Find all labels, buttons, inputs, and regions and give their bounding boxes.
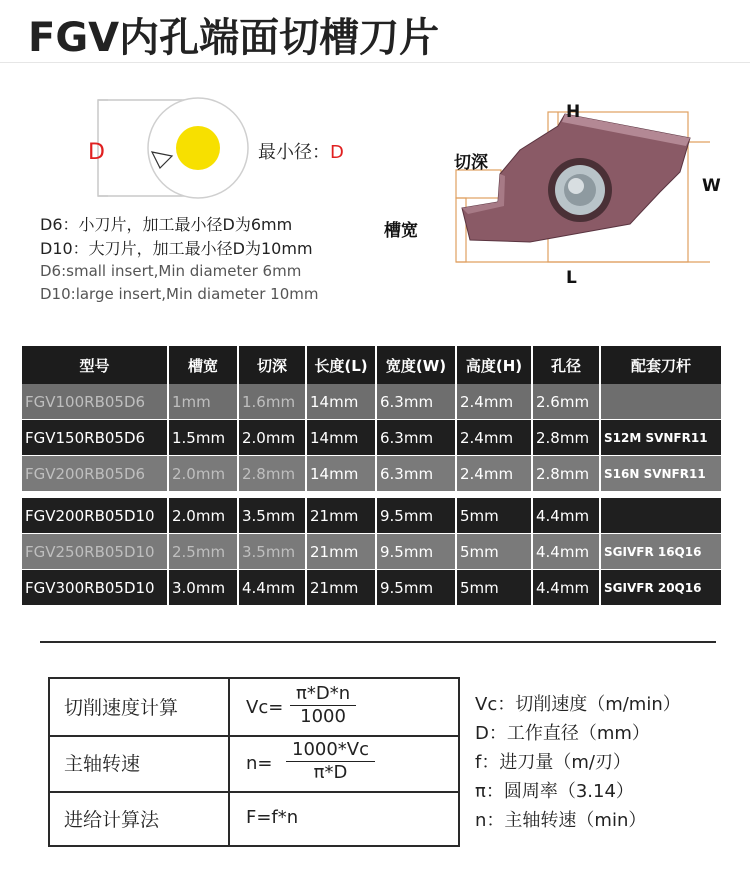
formula-row-feed [50, 791, 458, 847]
cell-hole: 4.4mm [532, 534, 600, 570]
cell-length: 14mm [306, 456, 376, 492]
cell-height: 5mm [456, 534, 532, 570]
header-height: 高度(H) [456, 346, 532, 384]
formula-feed-name: 进给计算法 [64, 809, 160, 831]
formula-spindle-numerator: 1000*Vc [286, 739, 375, 762]
cell-groove-width: 2.0mm [168, 456, 238, 492]
formula-cut-speed-fraction [290, 683, 356, 728]
cell-height: 2.4mm [456, 420, 532, 456]
formula-legend [475, 690, 681, 835]
formula-cut-speed-numerator: π*D*n [290, 683, 356, 706]
cell-width: 9.5mm [376, 498, 456, 534]
cell-hole: 2.8mm [532, 456, 600, 492]
cell-hole: 4.4mm [532, 570, 600, 606]
cell-height: 5mm [456, 570, 532, 606]
header-width: 宽度(W) [376, 346, 456, 384]
legend-d: D：工作直径（mm） [475, 723, 650, 744]
cell-model: FGV150RB05D6 [22, 420, 168, 456]
cell-holder: S16N SVNFR11 [600, 456, 722, 492]
cell-length: 21mm [306, 534, 376, 570]
table-row [22, 570, 722, 606]
table-row [22, 420, 722, 456]
formula-spindle-lhs: n= [246, 753, 273, 774]
cell-holder: SGIVFR 16Q16 [600, 534, 722, 570]
legend-pi: π：圆周率（3.14） [475, 781, 634, 802]
formula-cut-speed-name: 切削速度计算 [64, 697, 179, 719]
cell-holder [600, 498, 722, 534]
cell-model: FGV200RB05D10 [22, 498, 168, 534]
min-diameter-text: 最小径： [258, 142, 330, 163]
cell-cut-depth: 4.4mm [238, 570, 306, 606]
cell-width: 9.5mm [376, 534, 456, 570]
table-row [22, 456, 722, 492]
table-row [22, 384, 722, 420]
cell-height: 2.4mm [456, 384, 532, 420]
cell-model: FGV200RB05D6 [22, 456, 168, 492]
cell-groove-width: 2.5mm [168, 534, 238, 570]
cell-cut-depth: 3.5mm [238, 498, 306, 534]
formula-feed-expr: F=f*n [246, 807, 299, 828]
label-h: H [566, 102, 581, 122]
table-row [22, 498, 722, 534]
formula-table [48, 677, 460, 847]
note-en-d10: D10:large insert,Min diameter 10mm [40, 285, 319, 303]
header-model: 型号 [22, 346, 168, 384]
cell-length: 14mm [306, 420, 376, 456]
cell-length: 21mm [306, 498, 376, 534]
insert-drawing [380, 92, 730, 292]
cell-height: 5mm [456, 498, 532, 534]
cell-cut-depth: 2.8mm [238, 456, 306, 492]
formula-cut-speed-denominator: 1000 [300, 706, 346, 727]
top-divider [0, 62, 750, 63]
note-cn-d10: D10：大刀片，加工最小径D为10mm [40, 239, 313, 258]
table-row [22, 534, 722, 570]
cell-hole: 2.8mm [532, 420, 600, 456]
header-hole: 孔径 [532, 346, 600, 384]
cell-length: 14mm [306, 384, 376, 420]
insert-circle [176, 126, 220, 170]
table-header-row [22, 346, 722, 384]
legend-n: n：主轴转速（min） [475, 810, 647, 831]
formula-spindle-denominator: π*D [313, 762, 348, 783]
cell-height: 2.4mm [456, 456, 532, 492]
label-groove-width: 槽宽 [384, 221, 418, 241]
notes-en [40, 260, 318, 306]
cell-length: 21mm [306, 570, 376, 606]
cell-cut-depth: 2.0mm [238, 420, 306, 456]
cell-cut-depth: 3.5mm [238, 534, 306, 570]
header-length: 长度(L) [306, 346, 376, 384]
note-en-d6: D6:small insert,Min diameter 6mm [40, 262, 302, 280]
cell-model: FGV250RB05D10 [22, 534, 168, 570]
formula-spindle-name: 主轴转速 [64, 753, 141, 775]
label-w: W [702, 176, 721, 196]
section-divider [40, 641, 716, 643]
header-groove-width: 槽宽 [168, 346, 238, 384]
cell-width: 6.3mm [376, 420, 456, 456]
diameter-letter: D [88, 140, 105, 165]
label-cut-depth: 切深 [454, 153, 488, 173]
cell-holder [600, 384, 722, 420]
formula-row-spindle [50, 735, 458, 793]
cell-groove-width: 1.5mm [168, 420, 238, 456]
note-cn-d6: D6：小刀片，加工最小径D为6mm [40, 215, 293, 234]
cell-hole: 2.6mm [532, 384, 600, 420]
cell-cut-depth: 1.6mm [238, 384, 306, 420]
cell-width: 9.5mm [376, 570, 456, 606]
page-title: FGV内孔端面切槽刀片 [28, 15, 440, 61]
header-holder: 配套刀杆 [600, 346, 722, 384]
min-diameter-label [258, 138, 344, 164]
min-diameter-value: D [330, 142, 344, 163]
cell-model: FGV100RB05D6 [22, 384, 168, 420]
header-cut-depth: 切深 [238, 346, 306, 384]
cell-holder: SGIVFR 20Q16 [600, 570, 722, 606]
formula-cut-speed-lhs: Vc= [246, 697, 284, 718]
notes-cn [40, 213, 313, 261]
cell-hole: 4.4mm [532, 498, 600, 534]
formula-spindle-fraction [286, 739, 375, 784]
cell-model: FGV300RB05D10 [22, 570, 168, 606]
cell-groove-width: 3.0mm [168, 570, 238, 606]
cell-holder: S12M SVNFR11 [600, 420, 722, 456]
cell-width: 6.3mm [376, 456, 456, 492]
formula-row-cut-speed [50, 679, 458, 737]
cell-width: 6.3mm [376, 384, 456, 420]
label-l: L [566, 268, 577, 288]
cell-groove-width: 1mm [168, 384, 238, 420]
legend-f: f：进刀量（m/刃） [475, 752, 631, 773]
cell-groove-width: 2.0mm [168, 498, 238, 534]
spec-table [22, 346, 723, 606]
legend-vc: Vc：切削速度（m/min） [475, 694, 681, 715]
